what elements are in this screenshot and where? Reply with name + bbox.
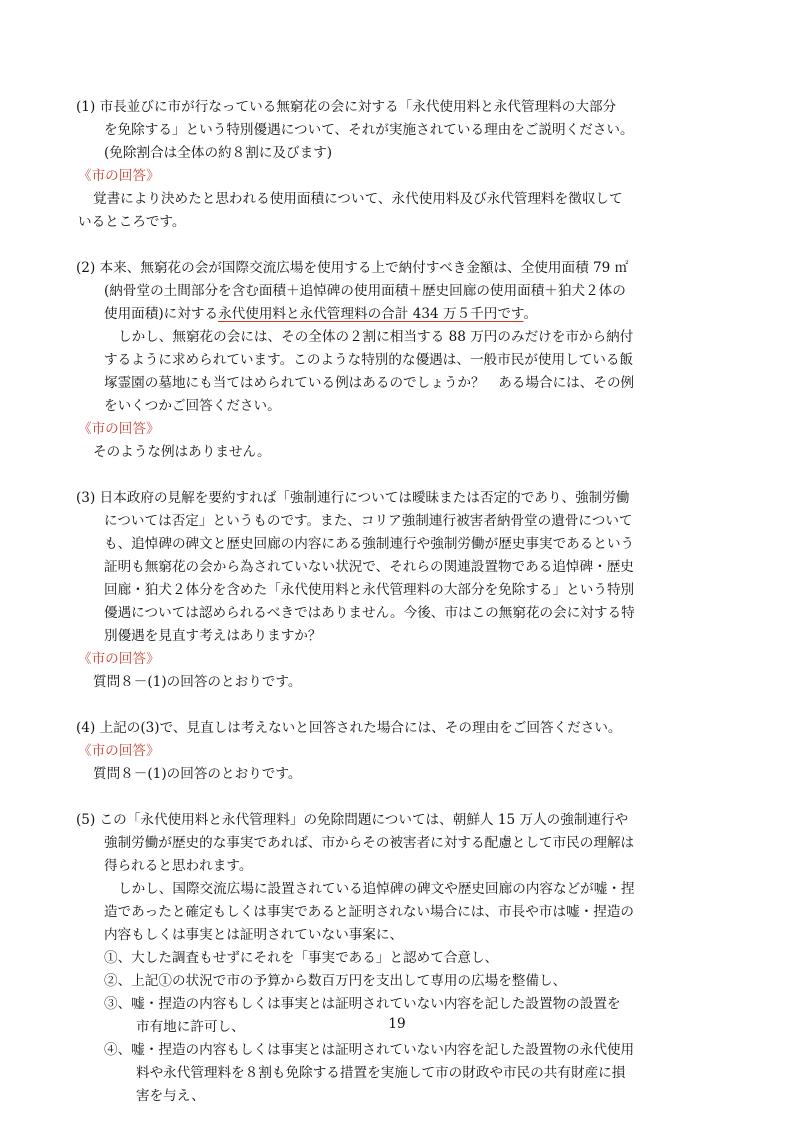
q2-answer-label: 《市の回答》 (78, 421, 160, 437)
q2-line-3-tail: 。 (523, 306, 538, 322)
q3-line-1: (3) 日本政府の見解を要約すれば「強制連行については曖昧または否定的であり、強制労働 (76, 490, 630, 506)
q2-line-4: しかし、無窮花の会には、その全体の２割に相当する 88 万円のみだけを市から納付 (118, 329, 634, 345)
q1-answer-label: 《市の回答》 (78, 168, 160, 184)
q3-line-2: については否定」というものです。また、コリア強制連行被害者納骨堂の遺骨について (104, 513, 633, 529)
q3-line-5: 回廊・狛犬２体分を含めた「永代使用料と永代管理料の大部分を免除する」という特別 (104, 582, 635, 598)
q5-list-item-2: ②、上記①の状況で市の予算から数百万円を支出して専用の広場を整備し、 (104, 973, 567, 989)
q2-line-5: するように求められています。このような特別的な優遇は、一般市民が使用している飯 (104, 352, 634, 368)
q3-line-4: 証明も無窮花の会から為されていない状況で、それらの関連設置物である追悼碑・歴史 (104, 559, 634, 575)
q4-line-1: (4) 上記の(3)で、見直しは考えないと回答された場合には、その理由をご回答ください。 (76, 720, 622, 736)
q5-list-item-4-cont-1: 料や永代管理料を８割も免除する措置を実施して市の財政や市民の共有財産に損 (136, 1065, 626, 1081)
q5-list-item-3-cont: 市有地に許可し、 (136, 1019, 245, 1035)
q5-list-item-4: ④、嘘・捏造の内容もしくは事実とは証明されていない内容を記した設置物の永代使用 (104, 1042, 635, 1058)
q4-answer-label: 《市の回答》 (78, 743, 160, 759)
q2-line-3 (104, 304, 537, 324)
q5-line-1: (5) この「永代使用料と永代管理料」の免除問題については、朝鮮人 15 万人の強制連行や (76, 812, 629, 828)
q2-line-7: をいくつかご回答ください。 (104, 398, 281, 414)
q2-line-1: (2) 本来、無窮花の会が国際交流広場を使用する上で納付すべき金額は、全使用面積 79 ㎡ (76, 260, 629, 276)
q5-list-item-1: ①、大した調査もせずにそれを「事実である」と認めて合意し、 (104, 950, 499, 966)
q3-answer-line-1: 質問８－(1)の回答のとおりです。 (93, 674, 302, 690)
q2-line-3-lead: 使用面積)に対する (104, 306, 219, 322)
q3-line-6: 優遇については認められるべきではありません。今後、市はこの無窮花の会に対する特 (104, 605, 635, 621)
q3-line-3: も、追悼碑の碑文と歴史回廊の内容にある強制連行や強制労働が歴史事実であるという (104, 536, 635, 552)
q3-line-7: 別優遇を見直す考えはありますか？ (104, 628, 322, 644)
q2-total-fee-underlined: 永代使用料と永代管理料の合計 434 万５千円です (218, 306, 524, 322)
q5-line-6: 内容もしくは事実とは証明されていない事案に、 (104, 927, 404, 943)
q3-answer-label: 《市の回答》 (78, 651, 160, 667)
q1-line-1: (1) 市長並びに市が行なっている無窮花の会に対する「永代使用料と永代管理料の大部分 (76, 99, 617, 115)
q5-line-2: 強制労働が歴史的な事実であれば、市からその被害者に対する配慮として市民の理解は (104, 835, 635, 851)
q4-answer-line-1: 質問８－(1)の回答のとおりです。 (93, 766, 302, 782)
q1-line-3: (免除割合は全体の約８割に及びます) (104, 145, 333, 161)
q2-answer-line-1: そのような例はありません。 (93, 444, 271, 460)
q1-answer-line-2: いるところです。 (78, 214, 186, 230)
q1-line-2: を免除する」という特別優遇について、それが実施されている理由をご説明ください。 (104, 122, 634, 138)
q5-line-4: しかし、国際交流広場に設置されている追悼碑の碑文や歴史回廊の内容などが嘘・捏 (118, 881, 635, 897)
q5-line-3: 得られると思われます。 (104, 858, 253, 874)
q2-line-6: 塚霊園の墓地にも当てはめられている例はあるのでしょうか？ ある場合には、その例 (104, 375, 635, 391)
page-number: 19 (388, 1016, 406, 1032)
q5-line-5: 造であったと確定もしくは事実であると証明されない場合には、市長や市は嘘・捏造の (104, 904, 635, 920)
q5-list-item-4-cont-2: 害を与え、 (136, 1088, 205, 1104)
q2-line-2: (納骨堂の土間部分を含む面積＋追悼碑の使用面積＋歴史回廊の使用面積＋狛犬２体の (104, 283, 626, 299)
q5-list-item-3: ③、嘘・捏造の内容もしくは事実とは証明されていない内容を記した設置物の設置を (104, 996, 621, 1012)
q1-answer-line-1: 覚書により決めたと思われる使用面積について、永代使用料及び永代管理料を徴収して (93, 191, 623, 207)
